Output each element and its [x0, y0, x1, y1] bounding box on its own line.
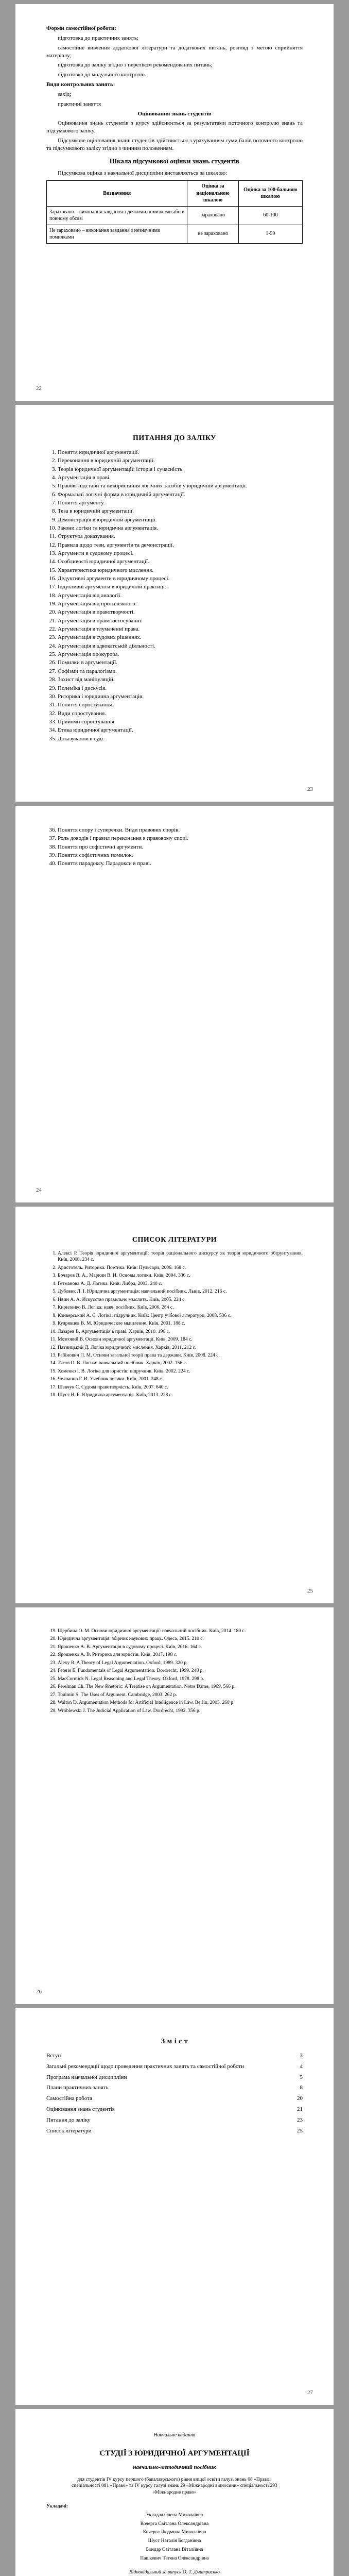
list-item: 15. Характеристика юридичного мислення. [58, 567, 303, 574]
forms-item: самостійне вивчення додаткової літератури та додаткових питань, розгляд з метою сприйняття матеріалу; [46, 44, 303, 59]
list-item: 31. Поняття спростування. [58, 701, 303, 709]
table-cell: Зараховано – виконання завдання з деякими помилками або в повному обсязі [47, 206, 187, 225]
page-27 [15, 2008, 334, 2405]
toc-page: 20 [297, 2095, 303, 2102]
control-item: захід; [58, 91, 72, 97]
toc-page: 21 [297, 2106, 303, 2113]
toc-page: 25 [297, 2127, 303, 2134]
list-item: 27. Toulmin S. The Uses of Argument. Cambridge, 2003. 262 p. [58, 1692, 303, 1698]
toc-title: Плани практичних занять [46, 2084, 109, 2091]
grade-table [46, 180, 303, 244]
list-item: 17. Індуктивні аргументи в юридичній практиці. [58, 583, 303, 591]
list-item: 9. Демонстрація в юридичній аргументації. [58, 516, 303, 524]
page-number: 22 [36, 385, 42, 392]
list-item: 7. Кириленко В. Логіка: навч. посібник. Київ, 2006. 284 с. [58, 1304, 303, 1311]
table-cell: Не зараховано – виконання завдання з незначними помилками [47, 225, 187, 243]
book-title: СТУДІЇ З ЮРИДИЧНОЇ АРГУМЕНТАЦІЇ [99, 2449, 250, 2458]
book-audience: для студентів ІV курсу першого (бакалаврського) рівня вищої освіти галузі знань 08 «Право» спеціальності 081 «Право» та ІV курсу галузі знань 29 «Міжнародні відносини» спеціальності 293 «Міжнародне право» [72, 2477, 277, 2496]
list-item: 5. Правові підстави та використання логічних засобів у юридичній аргументації. [58, 482, 303, 490]
table-cell: 1-59 [238, 225, 302, 243]
page-23 [15, 405, 334, 802]
toc-row [46, 2052, 303, 2060]
toc-page: 3 [300, 2052, 303, 2059]
toc-row [46, 2063, 303, 2071]
list-item: 29. Wróblewski J. The Judicial Application of Law. Dordrecht, 1992. 356 p. [58, 1708, 303, 1714]
grading-section-title: Оцінювання знань студентів [137, 110, 212, 117]
toc-page: 8 [300, 2084, 303, 2091]
list-item: 22. Ярошенко А. В. Риторика для юристів. Київ, 2017. 198 с. [58, 1652, 303, 1658]
list-item: 13. Аргументи в судовому процесі. [58, 550, 303, 557]
list-item: 19. Аргументація від протилежного. [58, 600, 303, 608]
table-cell: 60-100 [238, 206, 302, 225]
list-item: 23. Alexy R. A Theory of Legal Argumentation. Oxford, 1989. 320 p. [58, 1660, 303, 1666]
page-number: 25 [307, 1588, 313, 1595]
grade-scale-heading: Шкала підсумкової оцінки знань студентів [109, 157, 240, 165]
list-item: 6. Ивин А. А. Искусство правильно мыслить. Київ, 2005. 224 с. [58, 1297, 303, 1303]
edition-type: Навчальне видання [153, 2432, 196, 2438]
page-22 [15, 4, 334, 401]
table-intro: Підсумкова оцінка з навчальної дисципліни виставляється за шкалою: [58, 170, 228, 177]
list-item: 3. Теорія юридичної аргументації: історія і сучасність. [58, 466, 303, 473]
list-item: 10. Лазарев В. Аргументація в праві. Харків, 2010. 196 с. [58, 1329, 303, 1335]
list-item: 34. Етика юридичної аргументації. [58, 726, 303, 734]
bibliography-list [46, 1250, 303, 1399]
table-of-contents [46, 2052, 303, 2135]
list-item: 39. Поняття софістичних помилок. [58, 852, 303, 859]
control-item: практичні заняття [58, 100, 101, 107]
page-number: 27 [307, 2389, 313, 2396]
authors-list [46, 2512, 303, 2562]
list-item: 26. Perelman Ch. The New Rhetoric: A Treatise on Argumentation. Notre Dame, 1969. 566 p. [58, 1684, 303, 1690]
toc-title: Загальні рекомендації щодо проведення практичних занять та самостійної роботи [46, 2063, 244, 2070]
list-item: 6. Формальні логічні форми в юридичній аргументації. [58, 491, 303, 499]
list-item: 18. Шуст Н. Б. Юридична аргументація. Київ, 2013. 228 с. [58, 1392, 303, 1398]
list-item: 2. Переконання в юридичній аргументації. [58, 457, 303, 465]
table-header: Оцінка за національною шкалою [187, 181, 238, 207]
toc-row [46, 2106, 303, 2113]
list-item: 29. Полеміка і дискусія. [58, 685, 303, 692]
forms-item: підготовка до заліку згідно з переліком рекомендованих питань; [58, 62, 213, 69]
table-header: Оцінка за 100-бальною шкалою [238, 181, 302, 207]
author-name: Пашкевич Тетяна Олександрівна [140, 2555, 209, 2561]
list-item: 40. Поняття парадоксу. Парадокси в праві. [58, 860, 303, 868]
forms-item: підготовка до модульного контролю. [58, 72, 146, 78]
list-item: 35. Доказування в суді. [58, 735, 303, 743]
table-row [47, 206, 303, 225]
list-item: 12. Пятницький Д. Логіка юридичного мислення. Харків, 2011. 212 с. [58, 1345, 303, 1351]
list-item: 17. Шевчук С. Судова правотворчість. Київ, 2007. 640 с. [58, 1384, 303, 1391]
bibliography-list-continued [46, 1628, 303, 1714]
toc-title: Самостійна робота [46, 2095, 92, 2102]
list-item: 4. Гетманова А. Д. Логика. Київ: Либра, 2003. 240 с. [58, 1281, 303, 1287]
page-26 [15, 1607, 334, 2004]
list-item: 14. Тягло О. В. Логіка: навчальний посібник. Харків, 2002. 156 с. [58, 1360, 303, 1366]
list-item: 21. Ярошенко А. В. Аргументація в судовому процесі. Київ, 2016. 164 с. [58, 1644, 303, 1650]
list-item: 20. Юридична аргументація: збірник наукових праць. Одеса, 2015. 210 с. [58, 1636, 303, 1642]
list-item: 2. Аристотель. Риторика. Поетика. Київ: Пульсари, 2006. 168 с. [58, 1265, 303, 1271]
list-item: 26. Помилки в аргументації. [58, 659, 303, 667]
toc-page: 5 [300, 2074, 303, 2080]
editor-line: Відповідальний за випуск О. Т. Дмитриєнко [129, 2569, 220, 2575]
author-name: Бондар Світлана Віталіївна [146, 2547, 203, 2553]
toc-title: Список літератури [46, 2127, 92, 2134]
list-item: 36. Поняття спору і суперечки. Види правових спорів. [58, 826, 303, 834]
list-item: 16. Дедуктивні аргументи в юридичному процесі. [58, 575, 303, 583]
list-item: 1. Алексі Р. Теорія юридичної аргументації: теорія раціонального дискурсу як теорія юридичного обґрунтування. Київ, 2008. 234 с. [58, 1250, 303, 1263]
list-item: 9. Кудрявцев В. М. Юридическое мышление. Київ, 2001. 188 с. [58, 1320, 303, 1327]
list-item: 18. Аргументація від аналогії. [58, 592, 303, 600]
page-number: 26 [36, 1989, 42, 1995]
list-item: 13. Рабінович П. М. Основи загальної теорії права та держави. Київ, 2008. 224 с. [58, 1352, 303, 1359]
list-item: 33. Прийоми спростування. [58, 718, 303, 726]
toc-title: Програма навчальної дисципліни [46, 2074, 127, 2080]
list-item: 24. Аргументація в адвокатській діяльності. [58, 642, 303, 650]
list-item: 28. Захист від маніпуляцій. [58, 676, 303, 684]
exam-questions-heading: ПИТАННЯ ДО ЗАЛІКУ [133, 434, 216, 442]
list-item: 15. Хоменко І. В. Логіка для юристів: підручник. Київ, 2002. 224 с. [58, 1368, 303, 1375]
grading-para: Підсумкове оцінювання знань студентів здійснюється з урахуванням суми балів поточного контролю та підсумкового заліку згідно з чинним положенням. [46, 138, 303, 151]
list-item: 37. Роль доводів і правил переконання в правовому спорі. [58, 835, 303, 842]
author-name: Кочерга Світлана Олександрівна [140, 2521, 209, 2527]
control-title: Види контрольних занять: [46, 81, 115, 88]
toc-row [46, 2095, 303, 2103]
toc-title: Оцінювання знань студентів [46, 2106, 115, 2113]
exam-questions-list [46, 449, 303, 743]
toc-row [46, 2074, 303, 2081]
list-item: 23. Аргументація в судових рішеннях. [58, 634, 303, 641]
author-name: Кочерга Людмила Миколаївна [143, 2530, 206, 2535]
page-28 [15, 2409, 334, 2576]
author-name: Укладач Олена Миколаївна [146, 2512, 203, 2518]
toc-page: 4 [300, 2063, 303, 2070]
list-item: 27. Софізми та паралогізми. [58, 668, 303, 675]
exam-questions-list-continued [46, 826, 303, 868]
toc-row [46, 2127, 303, 2135]
list-item: 32. Види спростування. [58, 710, 303, 718]
list-item: 21. Аргументація в правозастосуванні. [58, 617, 303, 625]
forms-item: підготовка до практичних занять; [58, 35, 138, 41]
book-subtitle: навчально-методичний посібник [133, 2464, 216, 2470]
table-row [47, 225, 303, 243]
list-item: 7. Поняття аргументу. [58, 499, 303, 507]
forms-title: Форми самостійної роботи: [46, 25, 116, 31]
list-item: 11. Мозговий В. Основи юридичної аргументації. Київ, 2009. 184 с. [58, 1336, 303, 1343]
list-item: 12. Правила щодо тези, аргументів та демонстрації. [58, 541, 303, 549]
author-name: Шуст Наталія Богданівна [148, 2538, 201, 2544]
list-item: 19. Щербина О. М. Основи юридичної аргументації: навчальний посібник. Київ, 2014. 180 с. [58, 1628, 303, 1634]
toc-title: Вступ [46, 2052, 61, 2059]
authors-label: Укладачі: [46, 2504, 68, 2510]
page-25 [15, 1207, 334, 1603]
page-24 [15, 806, 334, 1202]
toc-heading: З м і с т [161, 2038, 188, 2045]
list-item: 4. Аргументація в праві. [58, 474, 303, 482]
list-item: 22. Аргументація в тлумаченні права. [58, 625, 303, 633]
list-item: 14. Особливості юридичної аргументації. [58, 558, 303, 566]
list-item: 28. Walton D. Argumentation Methods for Artificial Intelligence in Law. Berlin, 2005. 268 p. [58, 1700, 303, 1706]
list-item: 20. Аргументація в правотворчості. [58, 608, 303, 616]
toc-title: Питання до заліку [46, 2116, 91, 2123]
toc-row [46, 2116, 303, 2124]
list-item: 25. Аргументація прокурора. [58, 651, 303, 658]
page-number: 23 [307, 786, 313, 793]
list-item: 16. Челпанов Г. И. Учебник логики. Київ, 2001. 248 с. [58, 1376, 303, 1382]
table-cell: не зараховано [187, 225, 238, 243]
list-item: 3. Бочаров В. А., Маркин В. И. Основы логики. Київ, 2004. 336 с. [58, 1273, 303, 1279]
table-header-row [47, 181, 303, 207]
page-number: 24 [36, 1187, 42, 1194]
toc-page: 23 [297, 2116, 303, 2123]
list-item: 8. Теза в юридичній аргументації. [58, 507, 303, 515]
list-item: 5. Дубовик Л. І. Юридична аргументація: навчальний посібник. Львів, 2012. 216 с. [58, 1289, 303, 1295]
list-item: 10. Закони логіки та юридична аргументація. [58, 524, 303, 532]
table-cell: зараховано [187, 206, 238, 225]
table-header: Визначення [47, 181, 187, 207]
list-item: 30. Риторика і юридична аргументація. [58, 693, 303, 701]
list-item: 8. Конверський А. Є. Логіка: підручник. Київ: Центр учбової літератури, 2008. 536 с. [58, 1313, 303, 1319]
toc-row [46, 2084, 303, 2092]
grading-intro: Оцінювання знань студентів з курсу здійснюється за результатами поточного контролю знань та підсумкового заліку. [46, 120, 303, 134]
list-item: 1. Поняття юридичної аргументації. [58, 449, 303, 456]
list-item: 24. Feteris E. Fundamentals of Legal Argumentation. Dordrecht, 1999. 248 p. [58, 1668, 303, 1674]
list-item: 11. Структура доказування. [58, 533, 303, 540]
bibliography-heading: СПИСОК ЛІТЕРАТУРИ [132, 1236, 217, 1244]
list-item: 25. MacCormick N. Legal Reasoning and Legal Theory. Oxford, 1978. 298 p. [58, 1676, 303, 1682]
list-item: 38. Поняття про софістичні аргументи. [58, 843, 303, 851]
